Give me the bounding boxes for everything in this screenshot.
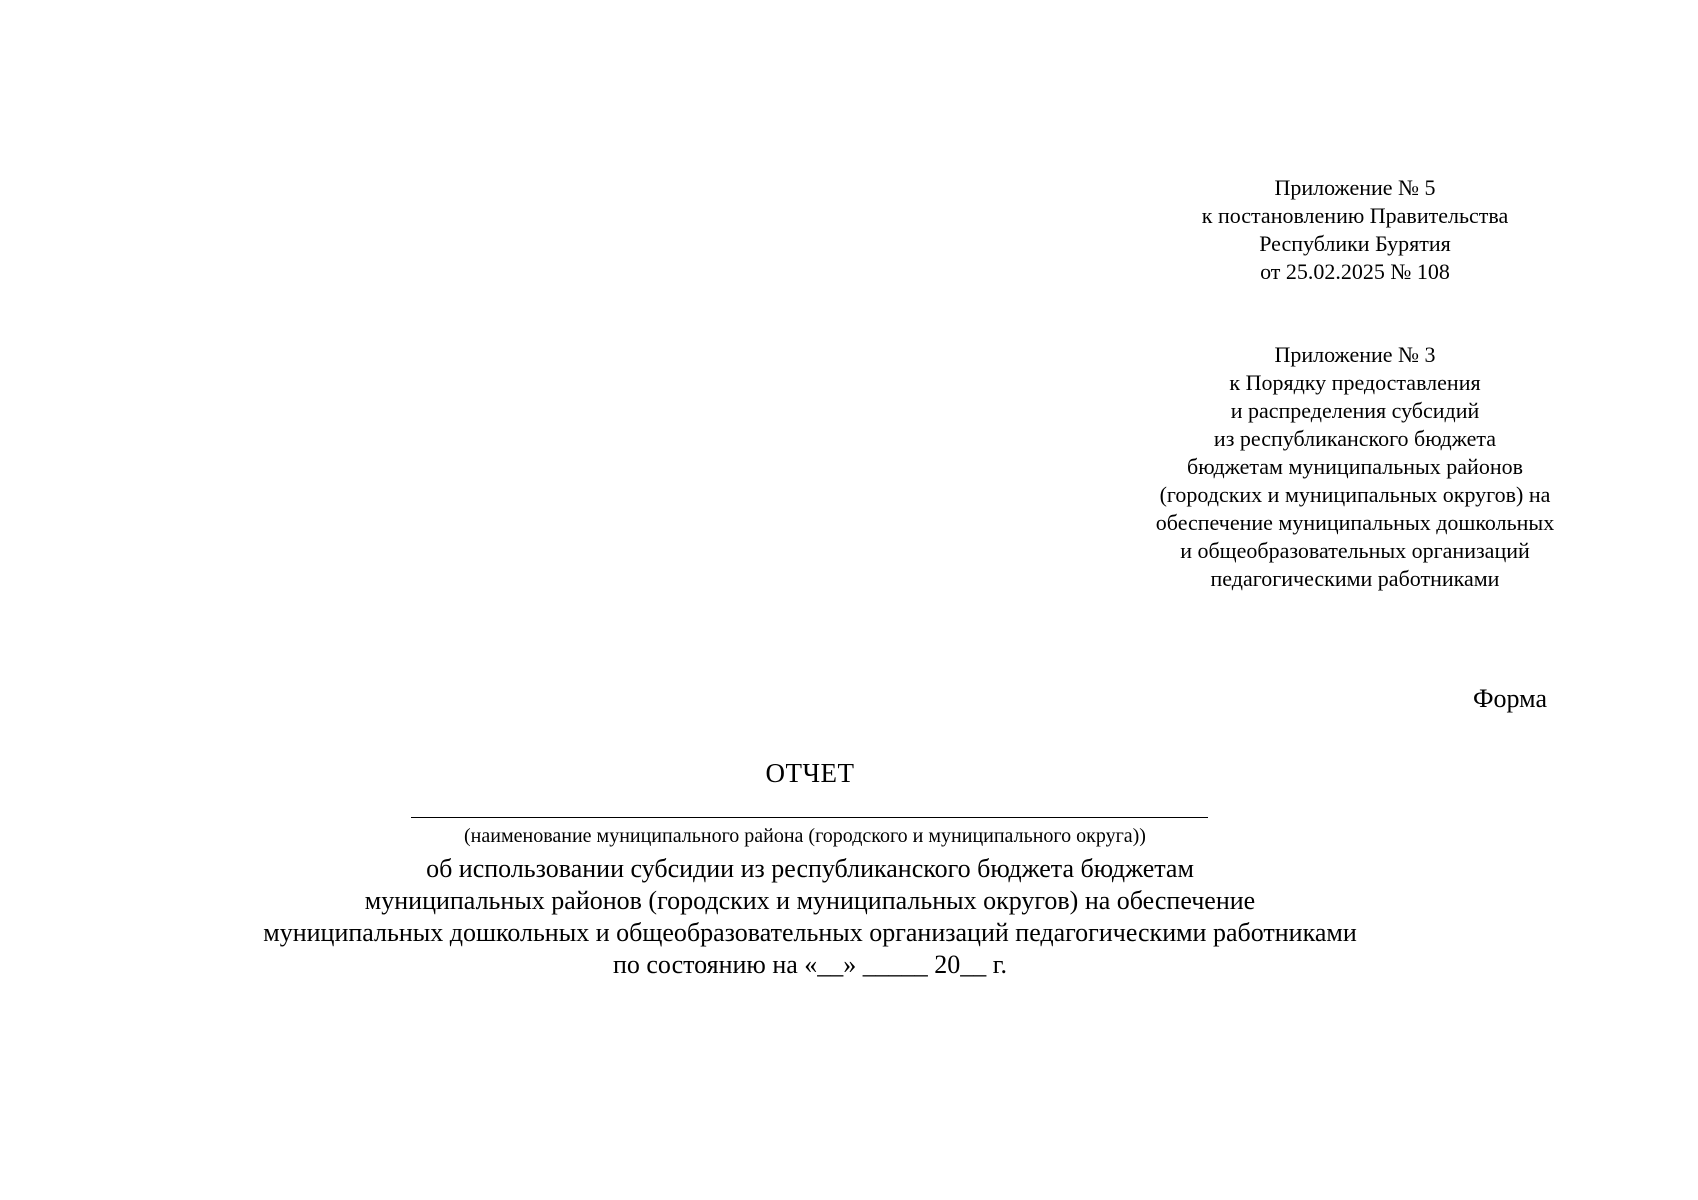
appendix-5-header: [1140, 174, 1570, 286]
appendix-5-line-2: к постановлению Правительства: [1201, 203, 1509, 228]
form-label: Форма: [1473, 684, 1547, 713]
appendix-3-line-4: из республиканского бюджета: [1213, 426, 1497, 451]
report-subject-line-3: муниципальных дошкольных и общеобразовательных организаций педагогическими работниками: [263, 918, 1357, 947]
municipality-name-blank-line: [411, 817, 1208, 818]
appendix-3-line-6: (городских и муниципальных округов) на: [1159, 482, 1551, 507]
report-subject-line-2: муниципальных районов (городских и муниципальных округов) на обеспечение: [364, 886, 1256, 915]
appendix-3-header: [1120, 341, 1590, 593]
report-subject-line-1: об использовании субсидии из республиканского бюджета бюджетам: [426, 854, 1194, 883]
appendix-3-line-1: Приложение № 3: [1274, 342, 1436, 367]
appendix-3-line-3: и распределения субсидий: [1230, 398, 1480, 423]
report-title: ОТЧЕТ: [765, 758, 855, 788]
appendix-3-line-8: и общеобразовательных организаций: [1180, 538, 1530, 563]
appendix-3-line-9: педагогическими работниками: [1210, 566, 1500, 591]
appendix-3-line-5: бюджетам муниципальных районов: [1187, 454, 1523, 479]
report-date-line: по состоянию на «__» _____ 20__ г.: [612, 950, 1008, 979]
appendix-3-line-2: к Порядку предоставления: [1229, 370, 1481, 395]
appendix-5-line-1: Приложение № 5: [1274, 175, 1436, 200]
appendix-5-line-4: от 25.02.2025 № 108: [1260, 259, 1450, 284]
report-subject: [160, 853, 1460, 981]
appendix-3-line-7: обеспечение муниципальных дошкольных: [1155, 510, 1555, 535]
municipality-name-caption: (наименование муниципального района (городского и муниципального округа)): [464, 825, 1146, 847]
appendix-5-line-3: Республики Бурятия: [1259, 231, 1451, 256]
